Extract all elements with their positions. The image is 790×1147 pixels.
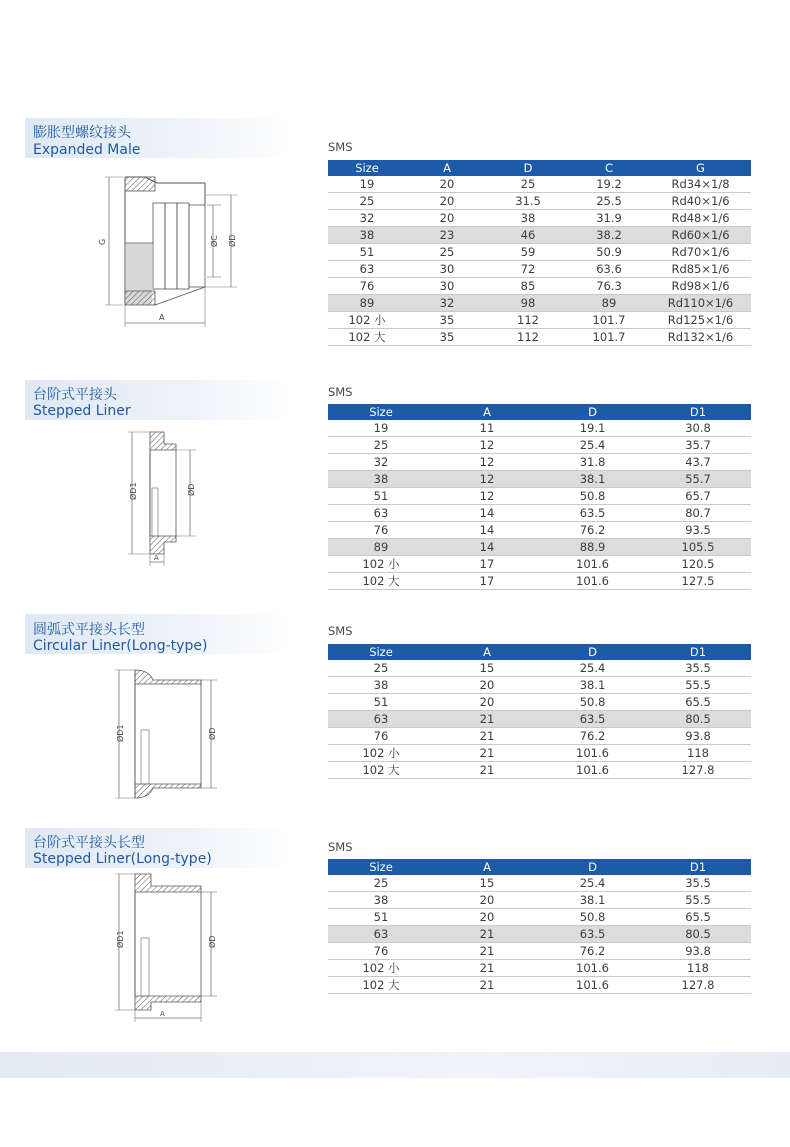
- table-cell: 65.5: [645, 909, 751, 926]
- table-cell: 12: [434, 488, 540, 505]
- table-cell: 63: [328, 261, 406, 278]
- table-cell: 25: [328, 660, 434, 677]
- table-cell: 101.7: [568, 312, 650, 329]
- table-cell: 20: [434, 677, 540, 694]
- table-cell: 93.5: [645, 522, 751, 539]
- table-cell: 11: [434, 420, 540, 437]
- table-cell: 65.5: [645, 694, 751, 711]
- table-cell: 14: [434, 505, 540, 522]
- table-row: [328, 176, 751, 193]
- stepped-liner-long-drawing: [105, 870, 220, 1025]
- table-cell: Rd110×1/6: [650, 295, 751, 312]
- table-cell: 105.5: [645, 539, 751, 556]
- table-row: [328, 312, 751, 329]
- table-cell: 14: [434, 522, 540, 539]
- column-header: D1: [645, 404, 751, 420]
- table-row: [328, 329, 751, 346]
- table-cell: 19: [328, 176, 406, 193]
- table-cell: 101.6: [540, 556, 645, 573]
- column-header: A: [406, 160, 488, 176]
- table-cell: 31.8: [540, 454, 645, 471]
- table-cell: 25: [328, 875, 434, 892]
- section-3-standard-label: SMS: [328, 624, 353, 638]
- table-cell: 76.2: [540, 943, 645, 960]
- section-2-spec-table: [328, 404, 751, 590]
- table-cell: 80.5: [645, 926, 751, 943]
- table-cell: 38: [488, 210, 568, 227]
- table-cell: 46: [488, 227, 568, 244]
- table-cell: 32: [406, 295, 488, 312]
- section-3-spec-table: [328, 644, 751, 779]
- column-header: A: [434, 644, 540, 660]
- table-cell: 17: [434, 556, 540, 573]
- table-cell: 25.4: [540, 875, 645, 892]
- table-cell: 25: [328, 437, 434, 454]
- table-cell: 80.7: [645, 505, 751, 522]
- column-header: A: [434, 859, 540, 875]
- table-cell: 20: [406, 193, 488, 210]
- table-cell: 76: [328, 728, 434, 745]
- table-cell: 120.5: [645, 556, 751, 573]
- table-cell: 21: [434, 762, 540, 779]
- table-row: [328, 960, 751, 977]
- column-header: D1: [645, 644, 751, 660]
- table-cell: 102 大: [328, 977, 434, 994]
- table-cell: 65.7: [645, 488, 751, 505]
- table-cell: 35.7: [645, 437, 751, 454]
- table-cell: 12: [434, 454, 540, 471]
- table-row: [328, 420, 751, 437]
- table-cell: 25.5: [568, 193, 650, 210]
- table-row: [328, 278, 751, 295]
- table-cell: 102 小: [328, 960, 434, 977]
- table-cell: 102 大: [328, 573, 434, 590]
- table-cell: 30.8: [645, 420, 751, 437]
- table-cell: 63.6: [568, 261, 650, 278]
- footer-band: [0, 1052, 790, 1078]
- table-cell: 63: [328, 926, 434, 943]
- table-row: [328, 210, 751, 227]
- table-cell: 20: [406, 210, 488, 227]
- table-cell: 101.6: [540, 762, 645, 779]
- label-od: ØD: [208, 727, 217, 740]
- section-1-title-en: Expanded Male: [33, 142, 141, 158]
- table-cell: 21: [434, 711, 540, 728]
- table-cell: 63: [328, 711, 434, 728]
- table-cell: 25.4: [540, 437, 645, 454]
- table-cell: 20: [434, 694, 540, 711]
- table-cell: 76: [328, 278, 406, 295]
- table-row: [328, 728, 751, 745]
- table-cell: 102 小: [328, 312, 406, 329]
- table-cell: 102 大: [328, 329, 406, 346]
- table-cell: 21: [434, 926, 540, 943]
- table-cell: 93.8: [645, 943, 751, 960]
- column-header: D: [488, 160, 568, 176]
- table-row: [328, 875, 751, 892]
- table-cell: 101.6: [540, 960, 645, 977]
- column-header: D: [540, 644, 645, 660]
- table-row: [328, 745, 751, 762]
- table-row: [328, 943, 751, 960]
- table-cell: Rd132×1/6: [650, 329, 751, 346]
- table-cell: Rd125×1/6: [650, 312, 751, 329]
- stepped-liner-drawing: [120, 428, 210, 568]
- table-cell: 80.5: [645, 711, 751, 728]
- table-cell: 38: [328, 471, 434, 488]
- section-2-standard-label: SMS: [328, 385, 353, 399]
- table-cell: 50.8: [540, 488, 645, 505]
- label-od1: ØD1: [129, 482, 138, 500]
- table-row: [328, 227, 751, 244]
- section-2-title-zh: 台阶式平接头: [33, 387, 117, 403]
- table-cell: 88.9: [540, 539, 645, 556]
- table-cell: Rd70×1/6: [650, 244, 751, 261]
- label-a: A: [154, 554, 159, 562]
- table-row: [328, 295, 751, 312]
- table-cell: 50.9: [568, 244, 650, 261]
- column-header: Size: [328, 859, 434, 875]
- table-cell: 59: [488, 244, 568, 261]
- label-oc: ØC: [210, 235, 219, 247]
- column-header: C: [568, 160, 650, 176]
- table-cell: 51: [328, 909, 434, 926]
- label-od: ØD: [228, 234, 237, 247]
- table-cell: 17: [434, 573, 540, 590]
- table-cell: 43.7: [645, 454, 751, 471]
- table-row: [328, 660, 751, 677]
- table-cell: 25.4: [540, 660, 645, 677]
- table-cell: 89: [568, 295, 650, 312]
- table-cell: 76.2: [540, 728, 645, 745]
- table-cell: 38.2: [568, 227, 650, 244]
- table-cell: 63.5: [540, 711, 645, 728]
- circular-liner-drawing: [105, 660, 220, 815]
- table-cell: 35.5: [645, 875, 751, 892]
- table-cell: 89: [328, 295, 406, 312]
- column-header: Size: [328, 160, 406, 176]
- section-1-standard-label: SMS: [328, 140, 353, 154]
- table-cell: 32: [328, 210, 406, 227]
- section-1-title-zh: 膨胀型螺纹接头: [33, 125, 131, 141]
- table-cell: 55.5: [645, 677, 751, 694]
- section-4-title-zh: 台阶式平接头长型: [33, 835, 145, 851]
- section-4-title-en: Stepped Liner(Long-type): [33, 851, 212, 867]
- table-row: [328, 505, 751, 522]
- table-cell: Rd85×1/6: [650, 261, 751, 278]
- table-cell: 30: [406, 278, 488, 295]
- table-cell: 32: [328, 454, 434, 471]
- table-cell: 63.5: [540, 505, 645, 522]
- table-cell: 112: [488, 312, 568, 329]
- table-cell: 35: [406, 329, 488, 346]
- table-cell: 63.5: [540, 926, 645, 943]
- table-cell: 31.5: [488, 193, 568, 210]
- table-cell: 102 大: [328, 762, 434, 779]
- section-2-title-en: Stepped Liner: [33, 403, 131, 419]
- table-row: [328, 926, 751, 943]
- label-od: ØD: [187, 483, 196, 496]
- table-row: [328, 711, 751, 728]
- table-row: [328, 471, 751, 488]
- table-cell: 15: [434, 875, 540, 892]
- table-cell: 76: [328, 943, 434, 960]
- table-cell: 19: [328, 420, 434, 437]
- table-cell: 118: [645, 960, 751, 977]
- table-cell: 72: [488, 261, 568, 278]
- table-row: [328, 244, 751, 261]
- table-cell: 20: [434, 909, 540, 926]
- table-cell: 12: [434, 437, 540, 454]
- label-a: A: [159, 313, 165, 322]
- table-cell: 38: [328, 892, 434, 909]
- table-cell: Rd34×1/8: [650, 176, 751, 193]
- table-cell: 23: [406, 227, 488, 244]
- table-cell: 76: [328, 522, 434, 539]
- table-cell: Rd60×1/6: [650, 227, 751, 244]
- table-cell: Rd98×1/6: [650, 278, 751, 295]
- table-cell: 38.1: [540, 892, 645, 909]
- section-3-title-en: Circular Liner(Long-type): [33, 638, 208, 654]
- table-cell: 20: [434, 892, 540, 909]
- table-row: [328, 977, 751, 994]
- table-row: [328, 488, 751, 505]
- table-cell: 76.2: [540, 522, 645, 539]
- table-cell: 98: [488, 295, 568, 312]
- table-cell: 21: [434, 943, 540, 960]
- table-row: [328, 677, 751, 694]
- table-cell: 118: [645, 745, 751, 762]
- table-cell: 101.6: [540, 573, 645, 590]
- table-cell: 51: [328, 244, 406, 261]
- table-cell: 112: [488, 329, 568, 346]
- table-row: [328, 694, 751, 711]
- table-cell: 51: [328, 694, 434, 711]
- table-row: [328, 892, 751, 909]
- table-cell: 35.5: [645, 660, 751, 677]
- expanded-male-drawing: [95, 165, 245, 335]
- table-cell: 102 小: [328, 556, 434, 573]
- column-header: D: [540, 859, 645, 875]
- label-od1: ØD1: [116, 724, 125, 742]
- table-cell: 50.8: [540, 909, 645, 926]
- table-row: [328, 909, 751, 926]
- column-header: Size: [328, 644, 434, 660]
- table-cell: 101.6: [540, 977, 645, 994]
- table-cell: 55.5: [645, 892, 751, 909]
- table-cell: 19.1: [540, 420, 645, 437]
- table-cell: 38.1: [540, 677, 645, 694]
- table-row: [328, 193, 751, 210]
- table-cell: Rd40×1/6: [650, 193, 751, 210]
- table-row: [328, 762, 751, 779]
- table-cell: 93.8: [645, 728, 751, 745]
- section-1-spec-table: [328, 160, 751, 346]
- table-row: [328, 539, 751, 556]
- table-cell: 51: [328, 488, 434, 505]
- section-4-standard-label: SMS: [328, 840, 353, 854]
- table-cell: 127.8: [645, 977, 751, 994]
- table-cell: 25: [406, 244, 488, 261]
- table-cell: 38: [328, 677, 434, 694]
- table-cell: 50.8: [540, 694, 645, 711]
- column-header: D1: [645, 859, 751, 875]
- table-cell: 21: [434, 745, 540, 762]
- table-cell: 102 小: [328, 745, 434, 762]
- section-4-spec-table: [328, 859, 751, 994]
- table-cell: 127.8: [645, 762, 751, 779]
- table-cell: 14: [434, 539, 540, 556]
- table-row: [328, 556, 751, 573]
- column-header: D: [540, 404, 645, 420]
- table-cell: 76.3: [568, 278, 650, 295]
- table-cell: 31.9: [568, 210, 650, 227]
- table-cell: 35: [406, 312, 488, 329]
- table-row: [328, 454, 751, 471]
- label-g: G: [98, 238, 107, 245]
- table-cell: 15: [434, 660, 540, 677]
- table-cell: 30: [406, 261, 488, 278]
- table-cell: 25: [488, 176, 568, 193]
- label-od: ØD: [208, 935, 217, 948]
- table-cell: 21: [434, 728, 540, 745]
- table-cell: 12: [434, 471, 540, 488]
- table-row: [328, 261, 751, 278]
- table-row: [328, 522, 751, 539]
- table-cell: 55.7: [645, 471, 751, 488]
- table-row: [328, 437, 751, 454]
- table-cell: 85: [488, 278, 568, 295]
- table-cell: 127.5: [645, 573, 751, 590]
- table-cell: 38.1: [540, 471, 645, 488]
- table-row: [328, 573, 751, 590]
- label-od1: ØD1: [116, 930, 125, 948]
- table-cell: 19.2: [568, 176, 650, 193]
- table-cell: Rd48×1/6: [650, 210, 751, 227]
- table-cell: 38: [328, 227, 406, 244]
- table-cell: 63: [328, 505, 434, 522]
- table-cell: 89: [328, 539, 434, 556]
- table-cell: 21: [434, 977, 540, 994]
- section-3-title-zh: 圆弧式平接头长型: [33, 622, 145, 638]
- label-a: A: [160, 1010, 165, 1018]
- table-cell: 25: [328, 193, 406, 210]
- table-cell: 21: [434, 960, 540, 977]
- column-header: Size: [328, 404, 434, 420]
- table-cell: 101.6: [540, 745, 645, 762]
- column-header: G: [650, 160, 751, 176]
- column-header: A: [434, 404, 540, 420]
- table-cell: 101.7: [568, 329, 650, 346]
- table-cell: 20: [406, 176, 488, 193]
